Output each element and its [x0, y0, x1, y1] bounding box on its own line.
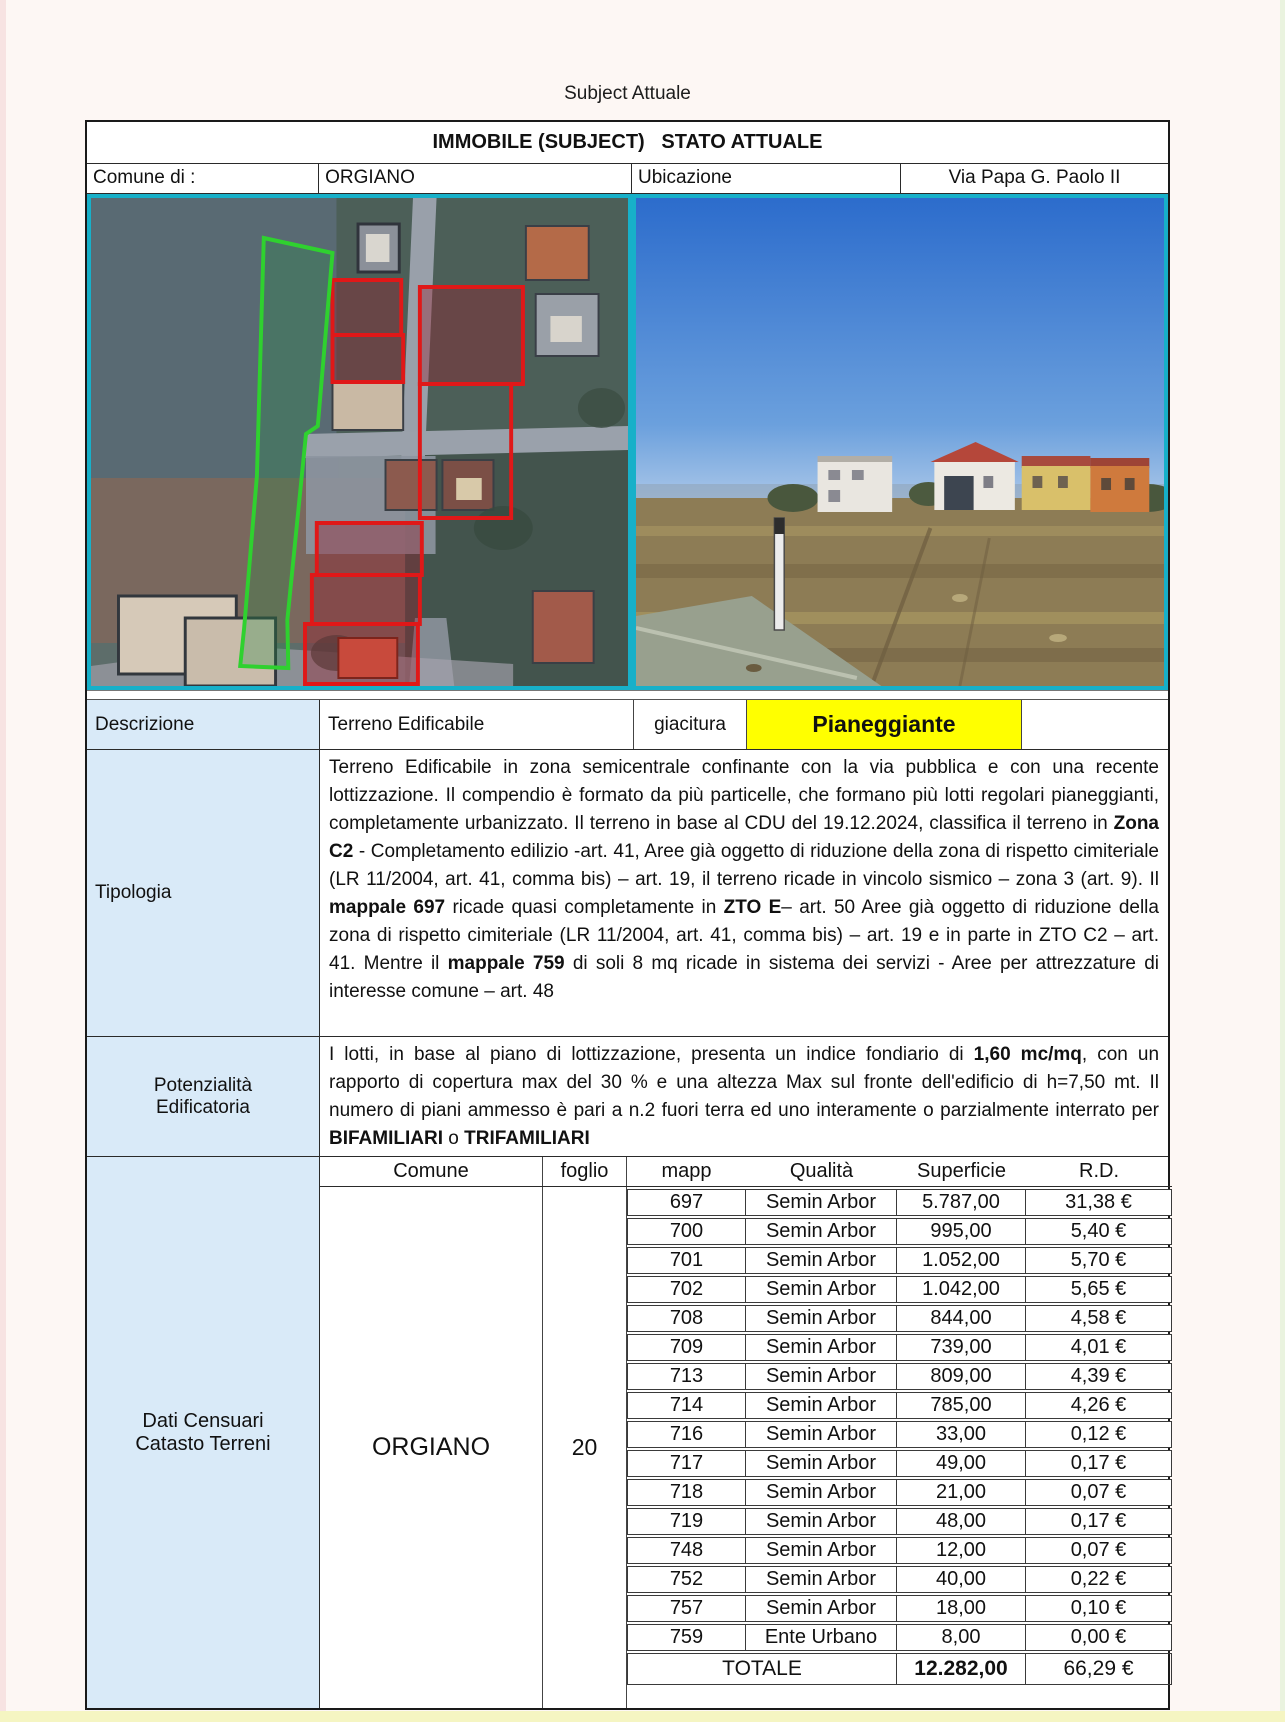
- catasto-body: [320, 1187, 1172, 1708]
- page-edge-tint-right: [1280, 0, 1285, 1722]
- table-row: 752 Semin Arbor 40,00 0,22 €: [627, 1566, 1172, 1593]
- table-row: 719 Semin Arbor 48,00 0,17 €: [627, 1508, 1172, 1535]
- section-divider: [87, 690, 1168, 700]
- giacitura-value-highlighted: Pianeggiante: [747, 700, 1022, 749]
- potenzialita-text: I lotti, in base al piano di lottizzazione, presenta un indice fondiario di 1,60 mc/mq, con un rapporto di copertura max del 30 % e una altezza Max sul fronte dell'edificio di h=7,50 mt. Il numero di piani ammesso è pari a n.2 fuori terra ed uno interamente o parzialmente interrato per BIFAMILIARI o TRIFAMILIARI: [329, 1044, 1160, 1149]
- table-row: 709 Semin Arbor 739,00 4,01 €: [627, 1334, 1172, 1361]
- column-header-mapp: mapp: [661, 1160, 712, 1182]
- aerial-map-image: [87, 194, 632, 690]
- tipologia-label: Tipologia: [87, 750, 320, 1036]
- descrizione-label: Descrizione: [87, 700, 320, 749]
- appraisal-sheet: [85, 120, 1170, 1710]
- column-header-foglio: foglio: [543, 1157, 627, 1186]
- table-row: 718 Semin Arbor 21,00 0,07 €: [627, 1479, 1172, 1506]
- location-info-row: [87, 164, 1168, 194]
- table-row: 716 Semin Arbor 33,00 0,12 €: [627, 1421, 1172, 1448]
- sheet-title: IMMOBILE (SUBJECT) STATO ATTUALE: [432, 131, 823, 153]
- comune-value: ORGIANO: [319, 164, 632, 193]
- total-superficie: 12.282,00: [897, 1653, 1026, 1685]
- table-row: 757 Semin Arbor 18,00 0,10 €: [627, 1595, 1172, 1622]
- total-label: TOTALE: [627, 1653, 897, 1685]
- column-header-qualita: Qualità: [789, 1160, 854, 1182]
- table-row: 713 Semin Arbor 809,00 4,39 €: [627, 1363, 1172, 1390]
- catasto-label: Dati Censuari Catasto Terreni: [87, 1157, 320, 1708]
- sheet-title-row: [87, 122, 1168, 164]
- page-edge-tint-bottom: [0, 1711, 1285, 1722]
- table-row: 701 Semin Arbor 1.052,00 5,70 €: [627, 1247, 1172, 1274]
- catasto-header-row: [320, 1157, 1172, 1187]
- page-title: Subject Attuale: [564, 83, 691, 104]
- catasto-table: [320, 1157, 1172, 1708]
- images-row: [87, 194, 1168, 690]
- column-header-rd: R.D.: [1079, 1160, 1119, 1182]
- catasto-comune-value: ORGIANO: [320, 1187, 543, 1708]
- page-edge-tint-left: [0, 0, 6, 1722]
- catasto-section: [87, 1157, 1168, 1708]
- ubicazione-value: Via Papa G. Paolo II: [948, 167, 1121, 188]
- potenzialita-label: Potenzialità Edificatoria: [87, 1037, 320, 1156]
- ubicazione-label: Ubicazione: [632, 164, 901, 193]
- table-row: 714 Semin Arbor 785,00 4,26 €: [627, 1392, 1172, 1419]
- table-row: 759 Ente Urbano 8,00 0,00 €: [627, 1624, 1172, 1651]
- table-row: 702 Semin Arbor 1.042,00 5,65 €: [627, 1276, 1172, 1303]
- site-photo-graphic: [636, 198, 1164, 686]
- site-photo-image: [632, 194, 1168, 690]
- comune-label: Comune di :: [87, 164, 319, 193]
- column-header-superficie: Superficie: [917, 1160, 1006, 1182]
- catasto-rows: [627, 1187, 1172, 1708]
- descrizione-value: Terreno Edificabile: [320, 700, 634, 749]
- catasto-total-row: [627, 1653, 1172, 1685]
- table-row: 708 Semin Arbor 844,00 4,58 €: [627, 1305, 1172, 1332]
- empty-cell: [1022, 700, 1168, 749]
- tipologia-section: [87, 750, 1168, 1037]
- aerial-map-graphic: [91, 198, 628, 686]
- table-row: 700 Semin Arbor 995,00 5,40 €: [627, 1218, 1172, 1245]
- column-header-comune: Comune: [320, 1157, 543, 1186]
- tipologia-text: Terreno Edificabile in zona semicentrale confinante con la via pubblica e con una recente lottizzazione. Il compendio è formato da più particelle, che formano più lotti regolari pianeggianti, completamente urbanizzato. Il terreno in base al CDU del 19.12.2024, classifica il terreno in Zona C2 - Completamento edilizio -art. 41, Aree già oggetto di riduzione della zona di rispetto cimiteriale (LR 11/2004, art. 41, comma bis) – art. 19, il terreno ricade in vincolo sismico – zona 3 (art. 9). Il mappale 697 ricade quasi completamente in ZTO E– art. 50 Aree già oggetto di riduzione della zona di rispetto cimiteriale (LR 11/2004, art. 41, comma bis) – art. 19 e in parte in ZTO C2 – art. 41. Mentre il mappale 759 di soli 8 mq ricade in sistema dei servizi - Aree per attrezzature di interesse comune – art. 48: [329, 757, 1159, 1002]
- giacitura-label: giacitura: [634, 700, 747, 749]
- potenzialita-section: [87, 1037, 1168, 1157]
- total-rd: 66,29 €: [1026, 1653, 1172, 1685]
- table-row: 697 Semin Arbor 5.787,00 31,38 €: [627, 1189, 1172, 1216]
- catasto-foglio-value: 20: [543, 1187, 627, 1708]
- descrizione-row: [87, 700, 1168, 750]
- table-row: 717 Semin Arbor 49,00 0,17 €: [627, 1450, 1172, 1477]
- table-row: 748 Semin Arbor 12,00 0,07 €: [627, 1537, 1172, 1564]
